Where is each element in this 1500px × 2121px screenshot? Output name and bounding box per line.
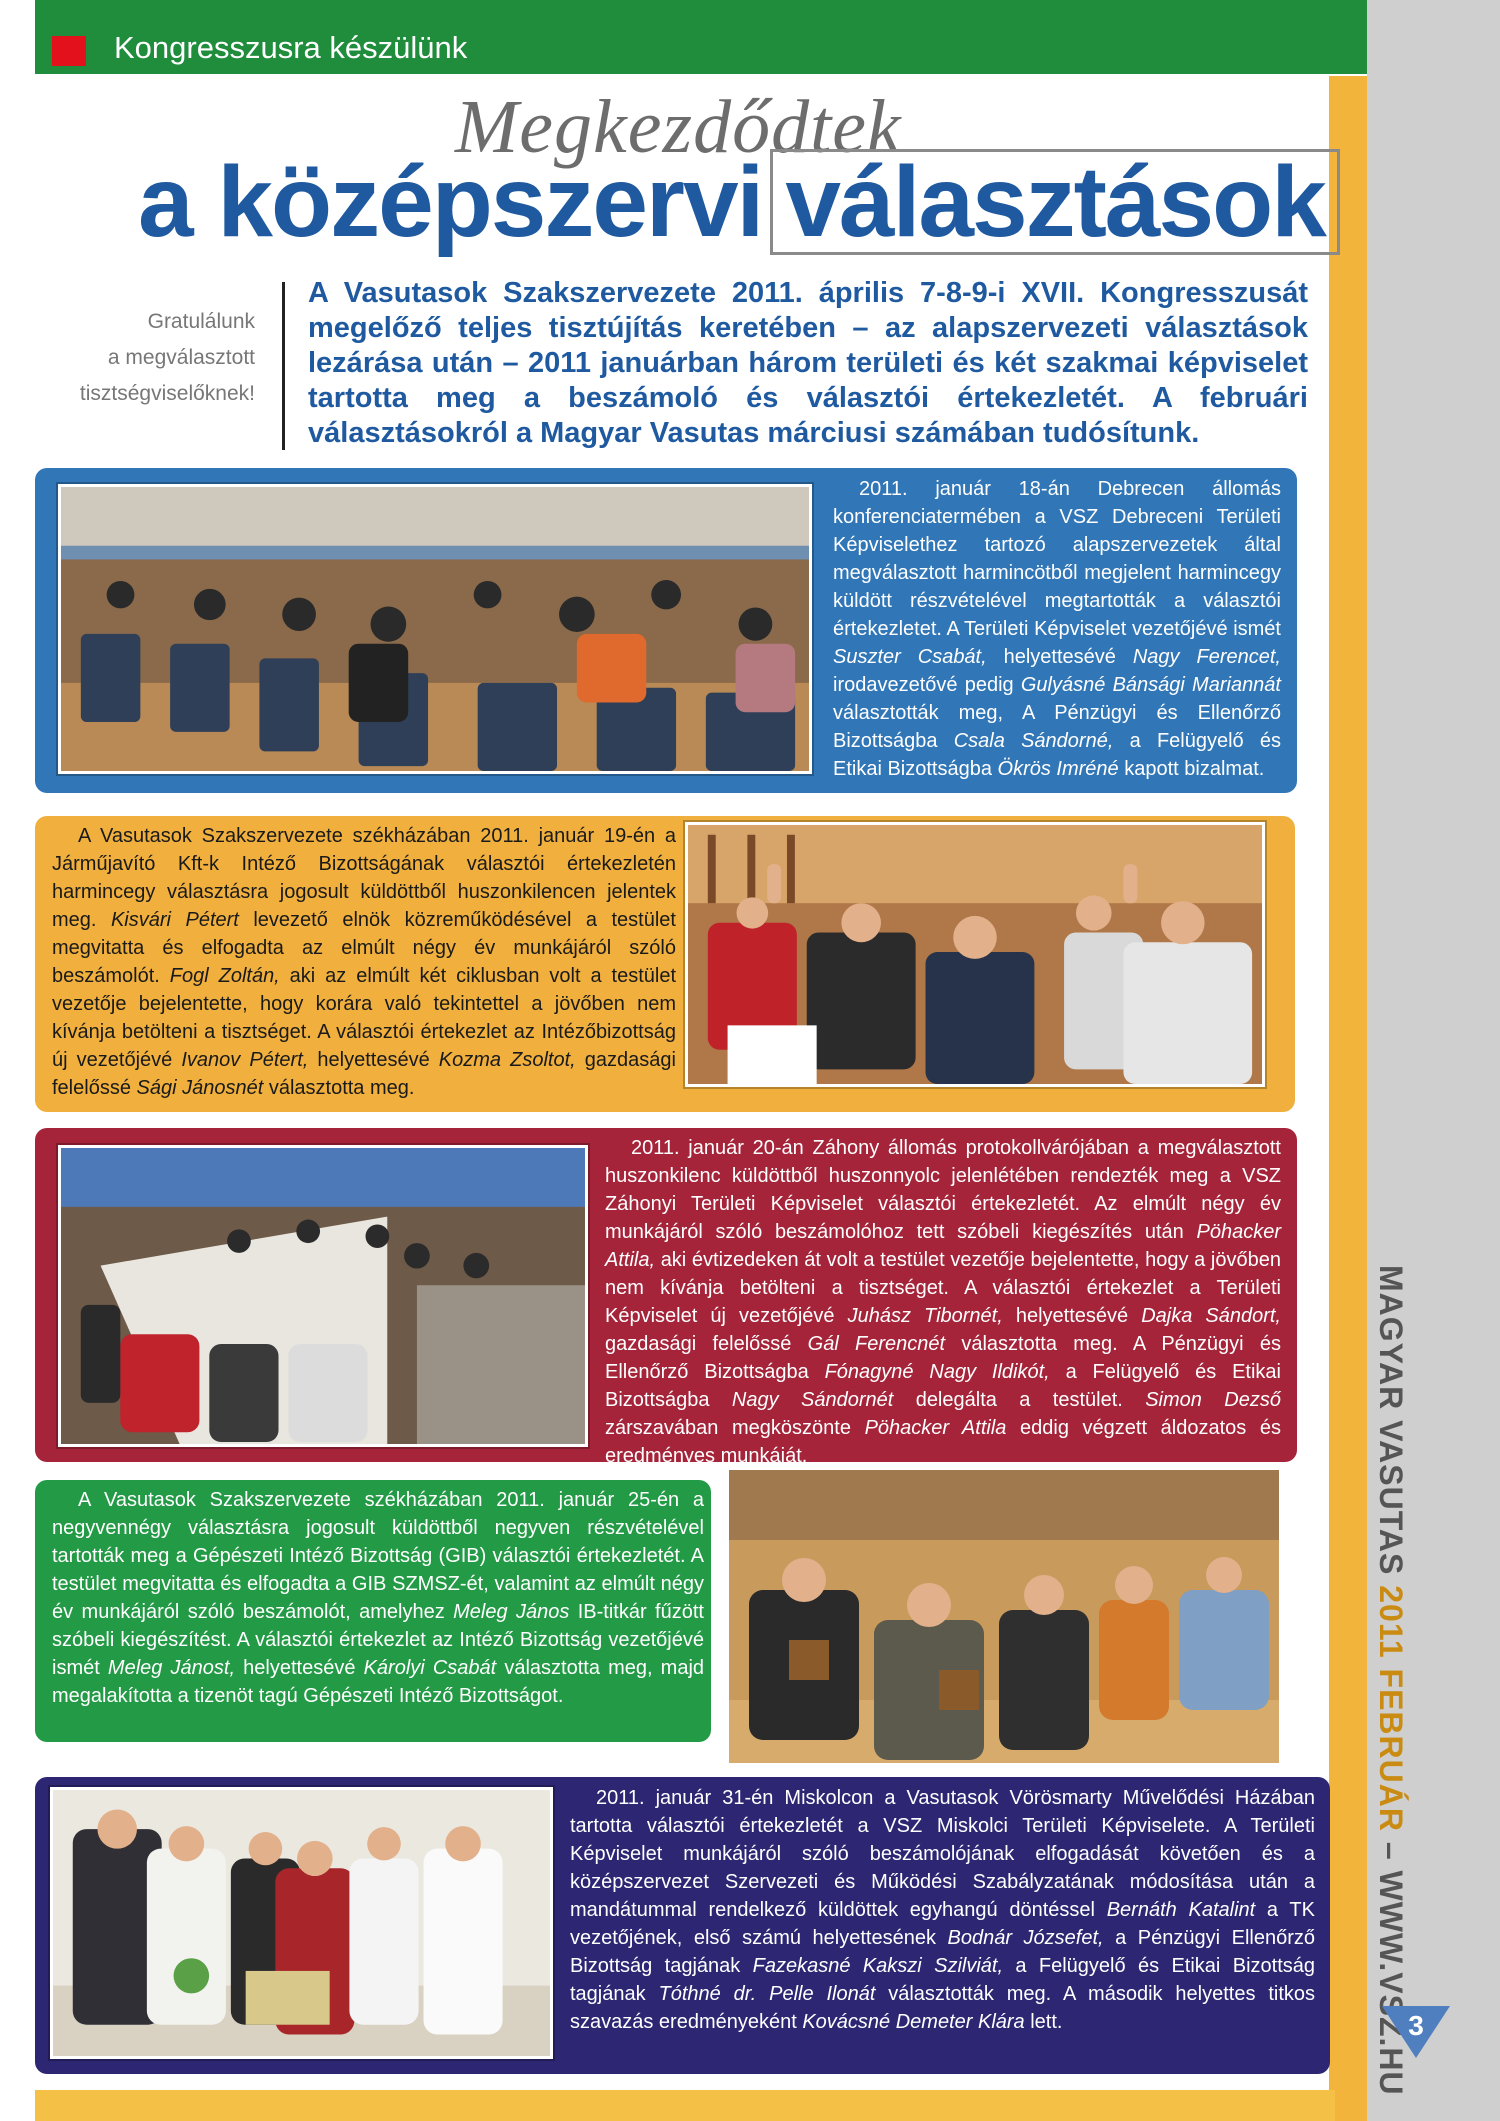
text-run: eddig végzett áldozatos és eredményes munkáját. bbox=[605, 1417, 1281, 1467]
headline-part2-boxed: választások bbox=[770, 149, 1339, 255]
text-run: helyettesévé bbox=[986, 646, 1133, 668]
person-name: Károlyi Csabát bbox=[363, 1657, 497, 1679]
issue-date: 2011 FEBRUÁR bbox=[1373, 1585, 1409, 1832]
aside-line: tisztségviselőknek! bbox=[79, 382, 255, 405]
text-run: aki az elmúlt két ciklusban volt a testület vezetője bejelentette, hogy korára való tekintettel a jövőben nem kívánja betölteni a tisztséget. A választói értekezlet az Intézőbizottság új vezetőjévé bbox=[52, 965, 677, 1071]
person-name: Dajka Sándort, bbox=[1141, 1305, 1281, 1327]
person-name: Suszter Csabát, bbox=[833, 646, 987, 668]
red-square-icon bbox=[52, 36, 86, 66]
text-run: a Felügyelő és Etikai Bizottságba bbox=[833, 730, 1282, 780]
person-name: Nagy Sándornét bbox=[731, 1389, 894, 1411]
text-run: gazdasági felelőssé bbox=[52, 1049, 676, 1099]
text-run: kapott bizalmat. bbox=[1118, 758, 1265, 780]
yellow-side-band bbox=[1329, 76, 1367, 2121]
website-url: WWW.VSZ.HU bbox=[1373, 1870, 1409, 2096]
person-name: Csala Sándorné, bbox=[953, 730, 1114, 752]
text-run: aki évtizedeken át volt a testület vezetője bejelentette, hogy a jövőben nem kívánja betölteni a tisztséget. A választói értekezlet a Területi Képviselet új vezetőjévé bbox=[605, 1249, 1281, 1327]
text-run: választották meg. A második helyettes titkos szavazás eredményeként bbox=[570, 1983, 1316, 2033]
text-run: 2011. január 20-án Záhony állomás protokollvárójában a megválasztott huszonkilenc küldöttből huszonnyolc jelenlétében rendezték meg a VSZ Záhonyi Területi Képviselet választói értekezletét. Az elmúlt négy év munkájáról szóló beszámolóhoz tett szóbeli kiegészítés után bbox=[605, 1137, 1281, 1243]
person-name: Kisvári Pétert bbox=[110, 909, 239, 931]
vertical-rule bbox=[282, 282, 285, 450]
article-miskolc-text bbox=[570, 1784, 1315, 2036]
aside-line: Gratulálunk bbox=[147, 310, 255, 333]
person-name: Juhász Tibornét, bbox=[847, 1305, 1003, 1327]
congratulation-aside bbox=[60, 304, 255, 412]
lead-paragraph: A Vasutasok Szakszervezete 2011. április 7-8-9-i XVII. Kongresszusát megelőző teljes tisztújítás keretében – az alapszervezeti választások lezárása után – 2011 januárban három területi és két szakmai képviselet tartotta meg a beszámoló és választói értekezletét. A februári választásokról a Magyar Vasutas márciusi számában tudósítunk. bbox=[308, 277, 1308, 449]
text-run: a Pénzügyi Ellenőrző Bizottság tagjának bbox=[570, 1927, 1315, 1977]
article-debrecen-text bbox=[833, 475, 1281, 783]
person-name: Fónagyné Nagy Ildikót, bbox=[824, 1361, 1050, 1383]
person-name: Fogl Zoltán, bbox=[169, 965, 280, 987]
person-name: Simon Dezső bbox=[1145, 1389, 1281, 1411]
text-run: gazdasági felelőssé bbox=[605, 1333, 808, 1355]
person-name: Kozma Zsoltot, bbox=[438, 1049, 576, 1071]
person-name: Bodnár Józsefet, bbox=[947, 1927, 1104, 1949]
headline-kicker: Megkezdődtek bbox=[455, 85, 902, 169]
text-run: delegálta a testület. bbox=[893, 1389, 1146, 1411]
bottom-band bbox=[35, 2090, 1335, 2121]
article-gib-text bbox=[52, 1486, 704, 1710]
text-run: választotta meg. A Pénzügyi és Ellenőrző Bizottságba bbox=[605, 1333, 1281, 1383]
page-number: 3 bbox=[1408, 2010, 1424, 2041]
magazine-name: MAGYAR VASUTAS bbox=[1373, 1265, 1409, 1576]
headline-title bbox=[138, 145, 1340, 260]
person-name: Fazekasné Kakszi Szilviát, bbox=[752, 1955, 1004, 1977]
text-run: a Felügyelő és Etikai Bizottságba bbox=[605, 1361, 1281, 1411]
photo-miskolc-ballot bbox=[50, 1787, 553, 2059]
text-run: a TK vezetőjének, első számú helyettesének bbox=[570, 1899, 1315, 1949]
person-name: Kovácsné Demeter Klára bbox=[802, 2011, 1025, 2033]
photo-gib-meeting bbox=[729, 1470, 1279, 1763]
person-name: Meleg János bbox=[453, 1601, 570, 1623]
person-name: Tóthné dr. Pelle Ilonát bbox=[658, 1983, 876, 2005]
person-name: Ivanov Pétert, bbox=[181, 1049, 309, 1071]
text-run: helyettesévé bbox=[1002, 1305, 1142, 1327]
running-footer bbox=[1372, 1265, 1409, 2096]
section-label: Kongresszusra készülünk bbox=[114, 30, 468, 65]
text-run: a Felügyelő és Etikai Bizottság tagjának bbox=[570, 1955, 1315, 2005]
photo-jarmujavito-vote bbox=[685, 822, 1265, 1087]
text-run: 2011. január 18-án Debrecen állomás konferenciatermében a VSZ Debreceni Területi Képviselethez tartozó alapszervezetek által megválasztott harmincötből megjelent harmincegy küldött részvételével megtartották a választói értekezletet. A Területi Képviselet vezetőjévé ismét bbox=[833, 478, 1281, 640]
article-zahony-text bbox=[605, 1134, 1281, 1470]
text-run: választotta meg. bbox=[263, 1077, 415, 1099]
text-run: 2011. január 31-én Miskolcon a Vasutasok Vörösmarty Művelődési Házában tartotta választói értekezletét a VSZ Miskolci Területi Képviselete. A Területi Képviselet munkájáról szóló beszámolójának elfogadását követően és a középszervezet Szervezeti és Működési Szabályzatának módosítása után a mandátummal rendelkező küldöttek egyhangú döntéssel bbox=[570, 1787, 1315, 1921]
text-run: lett. bbox=[1024, 2011, 1063, 2033]
headline-part1: a középszervi bbox=[138, 146, 763, 258]
person-name: Gulyásné Bánsági Mariannát bbox=[1020, 674, 1281, 696]
text-run: levezető elnök közreműködésével a testület megvitatta és elfogadta az elmúlt négy év munkájáról szóló beszámolót. bbox=[52, 909, 676, 987]
person-name: Bernáth Katalint bbox=[1106, 1899, 1256, 1921]
text-run: IB-titkár fűzött szóbeli kiegészítést. A választói értekezlet az Intéző Bizottság vezetőjévé ismét bbox=[52, 1601, 704, 1679]
person-name: Ökrös Imréné bbox=[997, 758, 1119, 780]
person-name: Gál Ferencnét bbox=[807, 1333, 946, 1355]
article-jarmujavito-text bbox=[52, 822, 676, 1102]
text-run: választották meg, A Pénzügyi és Ellenőrző Bizottságba bbox=[833, 702, 1281, 752]
person-name: Pöhacker Attila, bbox=[605, 1221, 1281, 1271]
text-run: helyettesévé bbox=[308, 1049, 439, 1071]
person-name: Meleg Jánost, bbox=[107, 1657, 236, 1679]
person-name: Nagy Ferencet, bbox=[1132, 646, 1281, 668]
text-run: zárszavában megköszönte bbox=[605, 1417, 865, 1439]
photo-debrecen-meeting bbox=[58, 484, 812, 774]
photo-zahony-meeting bbox=[58, 1145, 588, 1447]
text-run: választotta meg, majd megalakította a tizenöt tagú Gépészeti Intéző Bizottságot. bbox=[52, 1657, 705, 1707]
person-name: Sági Jánosnét bbox=[136, 1077, 264, 1099]
separator-dash: – bbox=[1373, 1831, 1409, 1871]
text-run: helyettesévé bbox=[235, 1657, 364, 1679]
section-header-bar bbox=[35, 0, 1367, 74]
text-run: A Vasutasok Szakszervezete székházában 2011. január 19-én a Járműjavító Kft-k Intéző Bizottságának választói értekezletén harmincegy választásra jogosult küldöttből huszonkilencen jelentek meg. bbox=[52, 825, 676, 931]
aside-line: a megválasztott bbox=[107, 346, 255, 369]
text-run: irodavezetővé pedig bbox=[833, 674, 1021, 696]
person-name: Pöhacker Attila bbox=[864, 1417, 1007, 1439]
text-run: A Vasutasok Szakszervezete székházában 2011. január 25-én a negyvennégy választásra jogosult küldöttből negyven részvételével tartották meg a Gépészeti Intéző Bizottság (GIB) választói értekezletét. A testület megvitatta és elfogadta a GIB SZMSZ-ét, valamint az elmúlt négy év munkájáról szóló beszámolót, amelyhez bbox=[52, 1489, 704, 1623]
